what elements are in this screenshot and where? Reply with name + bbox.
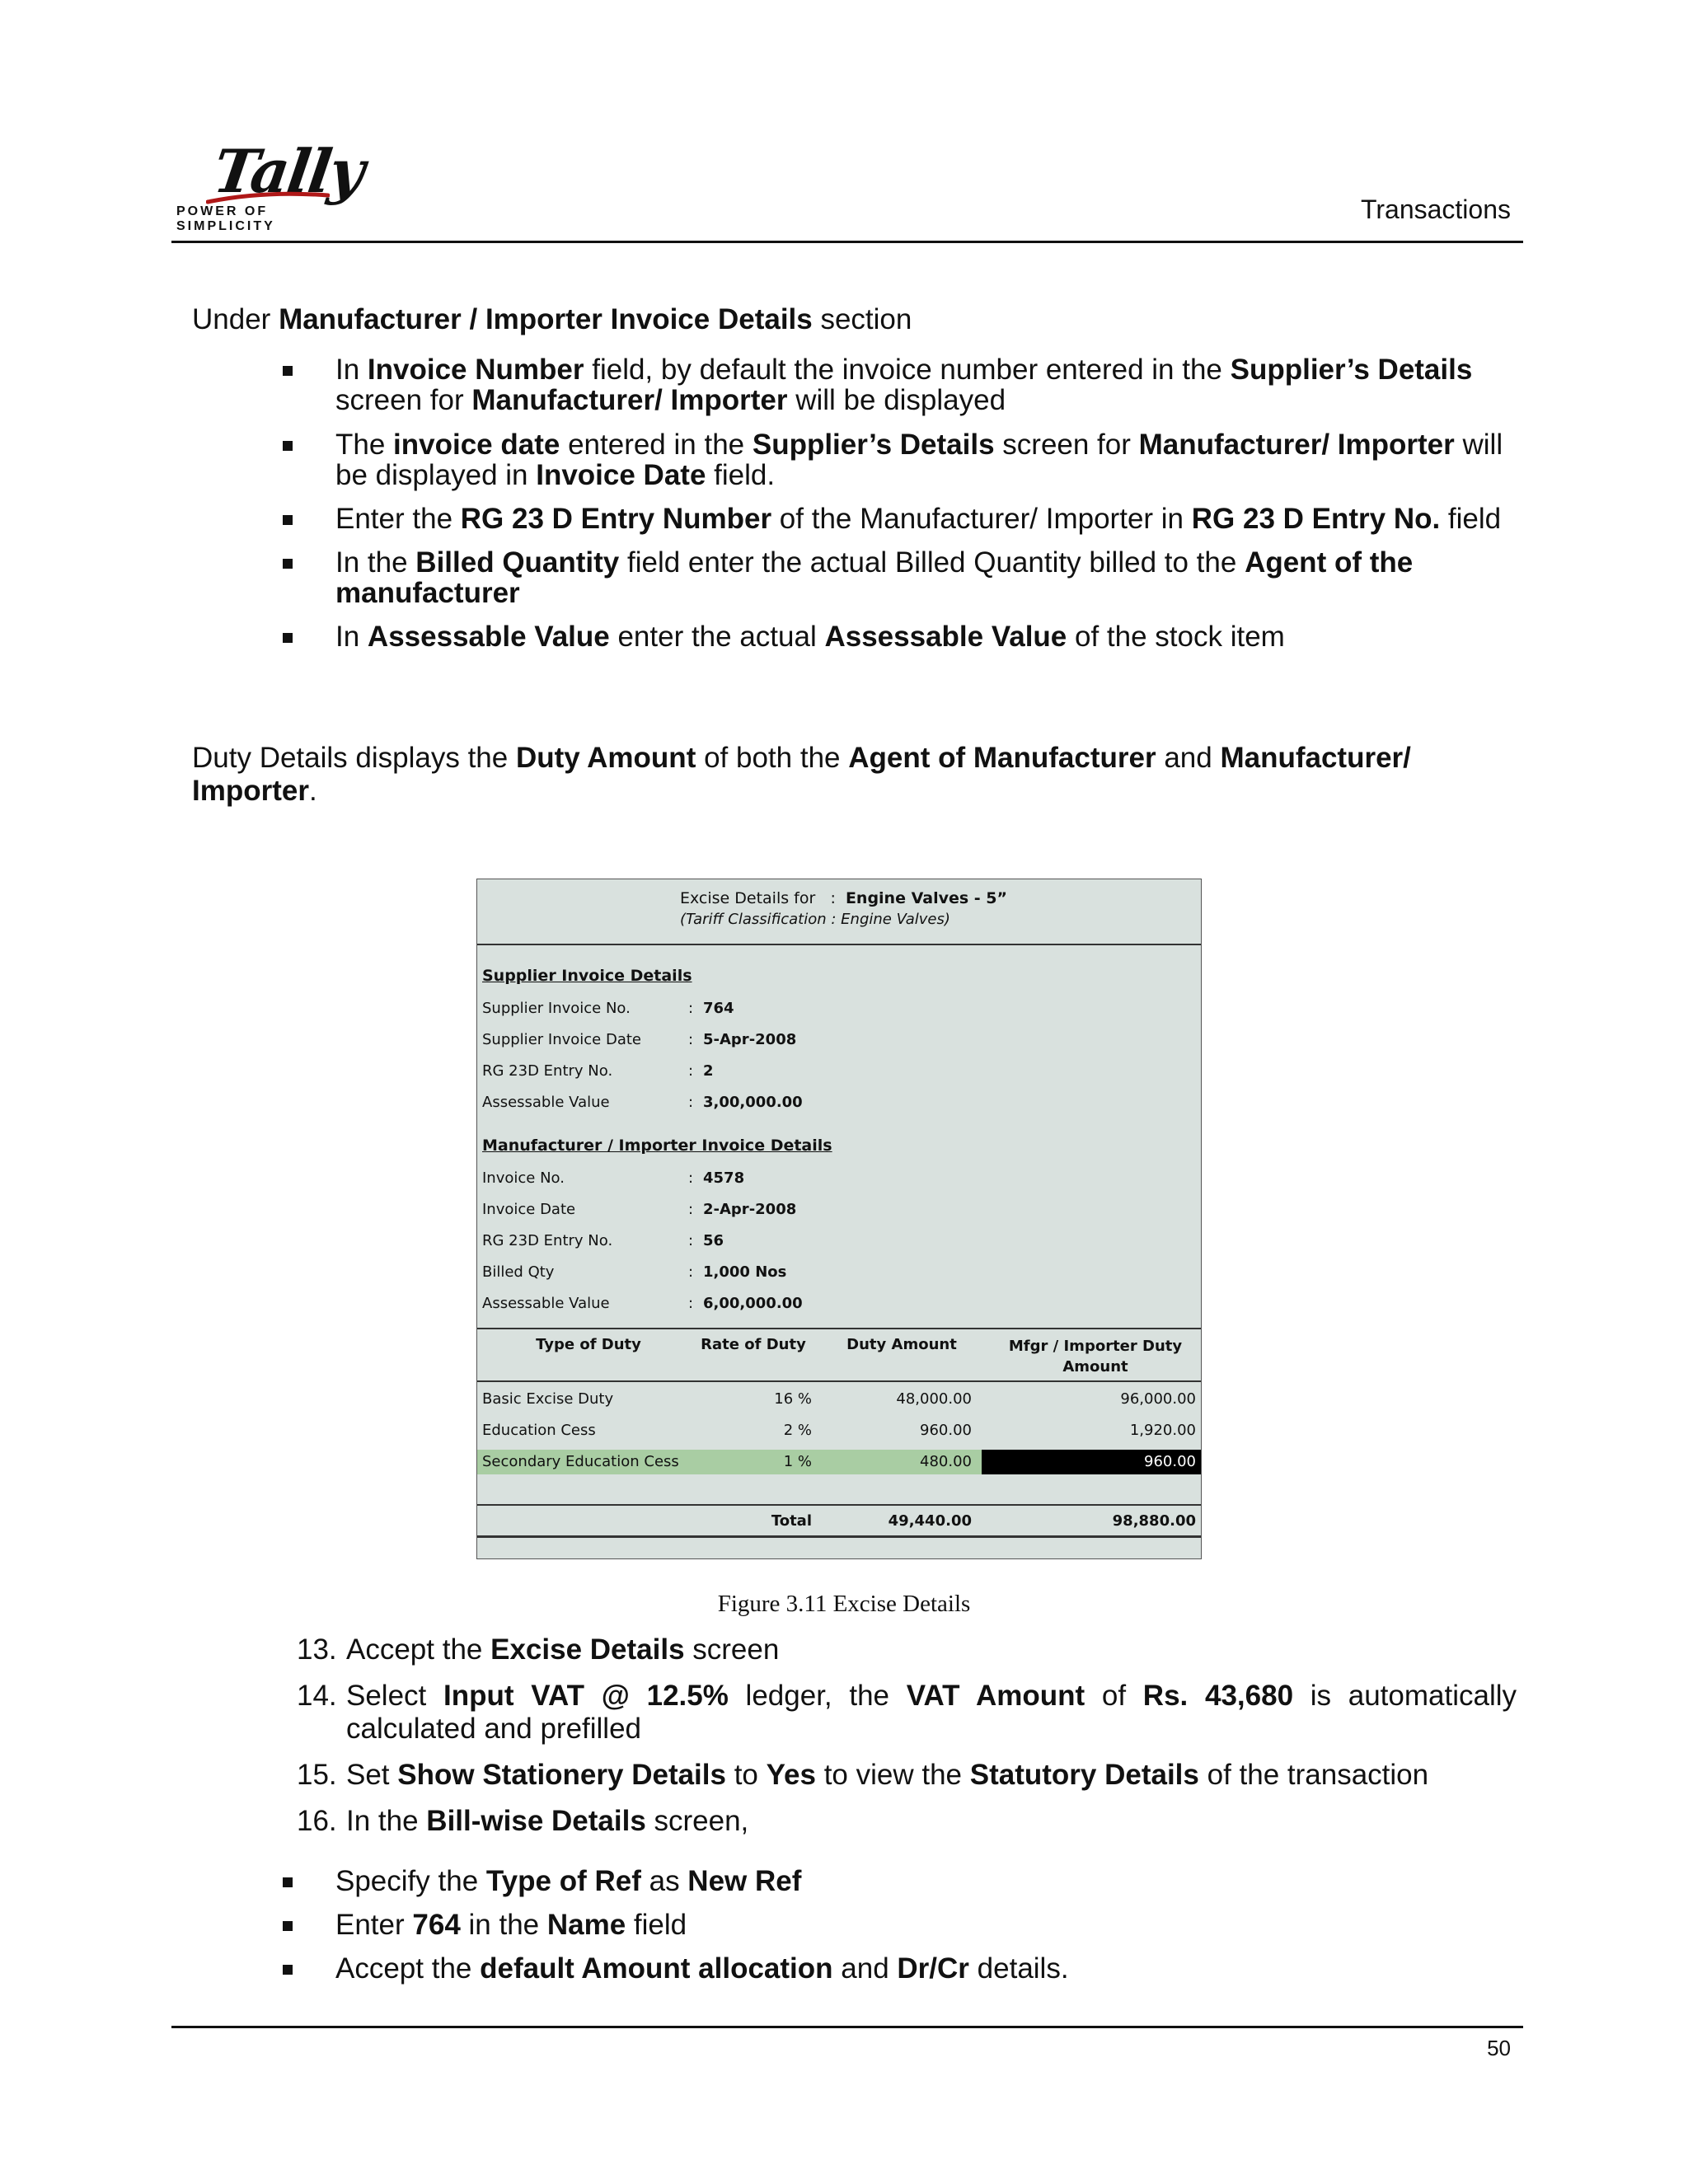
column-header-type: Type of Duty — [536, 1336, 641, 1353]
field-label: Supplier Invoice Date — [482, 1031, 641, 1048]
field-label: Supplier Invoice No. — [482, 1000, 631, 1017]
total-mfgr-amount: 98,880.00 — [1112, 1512, 1196, 1530]
footer-rule — [171, 2026, 1523, 2028]
steps-list — [297, 1633, 1517, 1838]
manufacturer-invoice-heading: Manufacturer / Importer Invoice Details — [482, 1137, 832, 1155]
bullet-square-icon — [283, 633, 293, 643]
supplier-invoice-heading: Supplier Invoice Details — [482, 967, 692, 985]
list-item: The invoice date entered in the Supplier’s Details screen for Manufacturer/ Importer will be displayed in Invoice Date field. — [192, 429, 1511, 490]
logo-wordmark: Tally — [209, 136, 368, 206]
supplier-rg23d-value[interactable]: 2 — [703, 1062, 714, 1080]
bullet-square-icon — [283, 366, 293, 376]
figure-caption: Figure 3.11 Excise Details — [717, 1591, 971, 1617]
field-label: Invoice Date — [482, 1201, 576, 1218]
column-header-amount: Duty Amount — [846, 1336, 957, 1353]
field-colon: : — [688, 1169, 694, 1187]
total-duty-amount: 49,440.00 — [888, 1512, 972, 1530]
duty-details-paragraph: Duty Details displays the Duty Amount of both the Agent of Manufacturer and Manufacturer/ Importer. — [192, 742, 1411, 807]
bullet-square-icon — [283, 1921, 293, 1931]
duty-amount-cell: 48,000.00 — [896, 1390, 972, 1408]
duty-rate-cell: 1 % — [783, 1453, 812, 1470]
list-item: 14. Select Input VAT @ 12.5% ledger, the VAT Amount of Rs. 43,680 is automatically calculated and prefilled — [297, 1680, 1517, 1745]
field-label: Billed Qty — [482, 1263, 555, 1281]
field-colon: : — [688, 1232, 694, 1249]
column-header-rate: Rate of Duty — [701, 1336, 806, 1353]
divider — [477, 1535, 1201, 1538]
invoice-no-value[interactable]: 4578 — [703, 1169, 745, 1187]
list-item: Enter the RG 23 D Entry Number of the Manufacturer/ Importer in RG 23 D Entry No. field — [192, 504, 1511, 534]
field-colon: : — [688, 1295, 694, 1312]
screen-title: Excise Details for : Engine Valves - 5” — [680, 889, 1007, 907]
rg23d-entry-value[interactable]: 56 — [703, 1232, 724, 1249]
duty-amount-cell: 480.00 — [920, 1453, 972, 1470]
bullet-square-icon — [283, 441, 293, 451]
field-colon: : — [688, 1031, 694, 1048]
divider — [477, 1380, 1201, 1382]
tally-logo — [173, 136, 371, 233]
page-number: 50 — [1487, 2036, 1511, 2060]
supplier-invoice-date-value[interactable]: 5-Apr-2008 — [703, 1031, 797, 1048]
duty-amount-cell: 960.00 — [920, 1422, 972, 1439]
tariff-classification: (Tariff Classification : Engine Valves) — [680, 911, 950, 928]
billed-qty-value[interactable]: 1,000 Nos — [703, 1263, 787, 1281]
list-item: In Invoice Number field, by default the invoice number entered in the Supplier’s Details screen for Manufacturer/ Importer will be displayed — [192, 354, 1511, 415]
column-header-mfgr-amount: Mfgr / Importer Duty Amount — [1008, 1338, 1183, 1376]
field-colon: : — [688, 1000, 694, 1017]
field-colon: : — [688, 1201, 694, 1218]
field-colon: : — [688, 1062, 694, 1080]
list-item: 16. In the Bill-wise Details screen, — [297, 1805, 749, 1837]
field-label: Assessable Value — [482, 1295, 610, 1312]
field-label: Invoice No. — [482, 1169, 565, 1187]
total-row — [477, 1506, 1201, 1535]
excise-details-screen — [476, 879, 1202, 1559]
intro-paragraph: Under Manufacturer / Importer Invoice Details section — [192, 303, 912, 335]
divider — [477, 944, 1201, 945]
mfgr-amount-cell: 96,000.00 — [1120, 1390, 1196, 1408]
mfgr-amount-cell: 960.00 — [1144, 1453, 1196, 1470]
bullet-square-icon — [283, 1877, 293, 1887]
list-item: Specify the Type of Ref as New Ref — [192, 1866, 1511, 1896]
bill-wise-bullets — [192, 1866, 1511, 1984]
assessable-value-value[interactable]: 6,00,000.00 — [703, 1295, 803, 1312]
field-colon: : — [688, 1094, 694, 1111]
header-rule — [171, 241, 1523, 243]
divider — [477, 1328, 1201, 1329]
duty-rate-cell: 16 % — [774, 1390, 812, 1408]
field-label: Assessable Value — [482, 1094, 610, 1111]
list-item: 15. Set Show Stationery Details to Yes to view the Statutory Details of the transaction — [297, 1759, 1429, 1791]
duty-rate-cell: 2 % — [783, 1422, 812, 1439]
duty-type-cell: Secondary Education Cess — [482, 1453, 679, 1470]
supplier-invoice-no-value[interactable]: 764 — [703, 1000, 734, 1017]
mfgr-amount-cell: 1,920.00 — [1129, 1422, 1196, 1439]
chapter-title: Transactions — [1361, 194, 1511, 224]
field-label: RG 23D Entry No. — [482, 1062, 613, 1080]
list-item: Enter 764 in the Name field — [192, 1910, 1511, 1940]
bullet-square-icon — [283, 1965, 293, 1975]
table-row[interactable] — [477, 1387, 1201, 1412]
list-item: In the Billed Quantity field enter the actual Billed Quantity billed to the Agent of the manufacturer — [192, 547, 1511, 608]
total-label: Total — [771, 1512, 812, 1530]
field-label: RG 23D Entry No. — [482, 1232, 613, 1249]
logo-tagline: POWER OF SIMPLICITY — [176, 204, 275, 233]
duty-type-cell: Basic Excise Duty — [482, 1390, 614, 1408]
supplier-assessable-value[interactable]: 3,00,000.00 — [703, 1094, 803, 1111]
list-item: Accept the default Amount allocation and Dr/Cr details. — [192, 1953, 1511, 1984]
active-input-cell[interactable] — [982, 1450, 1201, 1474]
table-row-selected[interactable] — [477, 1450, 982, 1474]
list-item: 13. Accept the Excise Details screen — [297, 1633, 780, 1666]
bullet-square-icon — [283, 559, 293, 569]
field-colon: : — [688, 1263, 694, 1281]
invoice-date-value[interactable]: 2-Apr-2008 — [703, 1201, 797, 1218]
list-item: In Assessable Value enter the actual Assessable Value of the stock item — [192, 621, 1511, 652]
duty-type-cell: Education Cess — [482, 1422, 596, 1439]
table-row[interactable] — [477, 1418, 1201, 1443]
bullet-square-icon — [283, 515, 293, 525]
invoice-details-bullets — [192, 354, 1511, 652]
